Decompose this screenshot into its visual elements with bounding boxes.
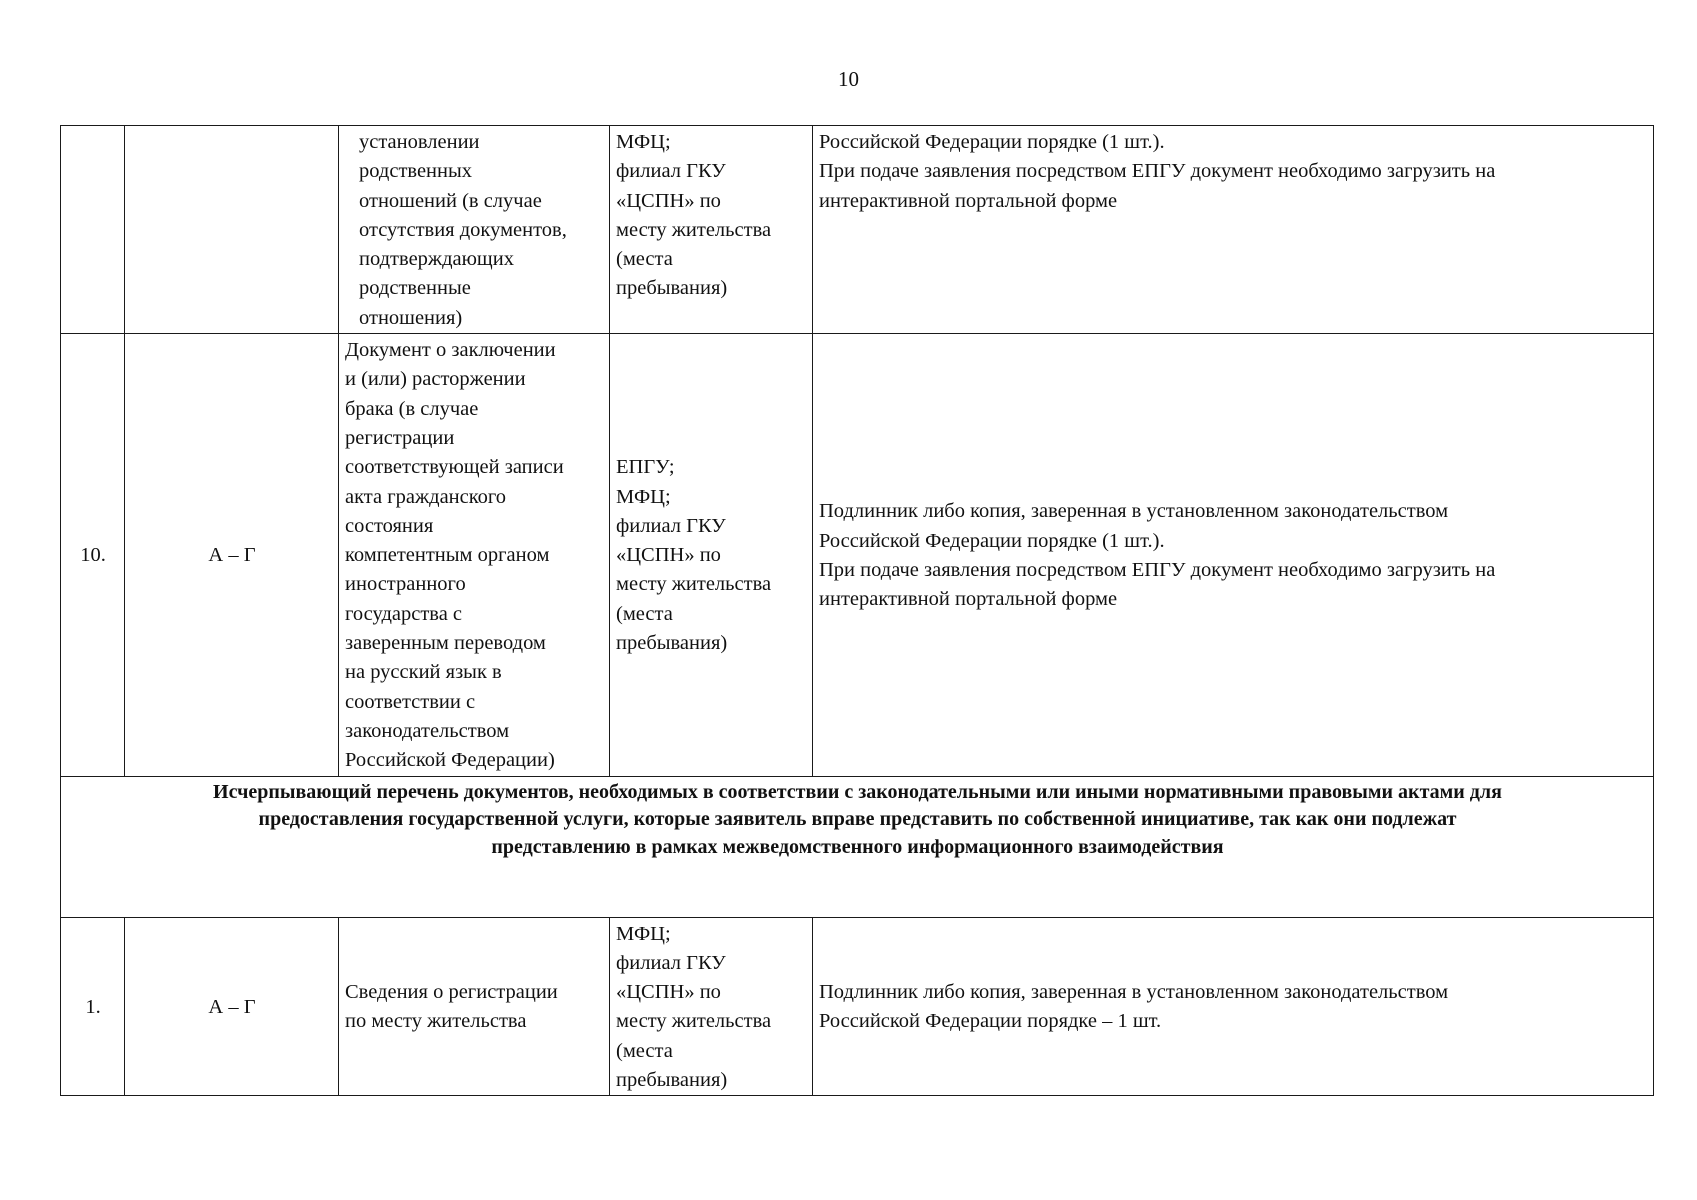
text-line: МФЦ; xyxy=(616,922,671,945)
text-line: Российской Федерации порядке (1 шт.). xyxy=(819,131,1165,153)
row-number-cell xyxy=(61,126,125,334)
table-row xyxy=(61,917,1654,1096)
text-line: При подаче заявления посредством ЕПГУ документ необходимо загрузить на xyxy=(819,558,1496,581)
text-line: Российской Федерации порядке – 1 шт. xyxy=(819,1010,1162,1033)
text-line: (места xyxy=(616,248,673,271)
text-line: по месту жительства xyxy=(345,1010,527,1033)
text-line: (места xyxy=(616,1039,673,1062)
table-row xyxy=(61,334,1654,776)
text-line: Сведения о регистрации xyxy=(345,981,558,1004)
text-line: регистрации xyxy=(345,426,455,449)
text-line: отношения) xyxy=(359,306,463,329)
applicant-category-cell xyxy=(125,126,339,334)
text-line: месту жительства xyxy=(616,1010,772,1033)
text-line: соответствующей записи xyxy=(345,456,564,479)
text-line: «ЦСПН» по xyxy=(616,981,721,1004)
text-line: соответствии с xyxy=(345,690,476,713)
text-line: компетентным органом xyxy=(345,544,550,567)
text-line: брака (в случае xyxy=(345,397,479,420)
text-line: ЕПГУ; xyxy=(616,456,675,479)
text-line: (места xyxy=(616,602,673,625)
text-line: интерактивной портальной форме xyxy=(819,588,1118,611)
text-line: пребывания) xyxy=(616,632,728,655)
row-number-cell: 10. xyxy=(61,334,125,776)
section-header-line: представлению в рамках межведомственного информационного взаимодействия xyxy=(491,835,1224,858)
section-header-row xyxy=(61,776,1654,917)
text-line: Документ о заключении xyxy=(345,339,556,362)
text-line: «ЦСПН» по xyxy=(616,544,721,567)
submission-place-cell xyxy=(610,334,813,776)
table-row xyxy=(61,126,1654,334)
text-line: на русский язык в xyxy=(345,661,502,684)
text-line: иностранного xyxy=(345,573,466,596)
text-line: МФЦ; xyxy=(616,131,671,153)
text-line: филиал ГКУ xyxy=(616,951,726,974)
text-line: месту жительства xyxy=(616,218,772,241)
requirements-cell xyxy=(813,126,1654,334)
document-name-cell xyxy=(339,334,610,776)
text-line: состояния xyxy=(345,514,434,537)
page-number: 10 xyxy=(838,67,859,91)
text-line: установлении xyxy=(359,131,480,153)
text-line: подтверждающих xyxy=(359,248,514,271)
section-header-line: предоставления государственной услуги, которые заявитель вправе представить по собственной инициативе, так как они подлежат xyxy=(258,808,1457,831)
text-line: отношений (в случае xyxy=(359,189,542,212)
applicant-category-cell: А – Г xyxy=(125,334,339,776)
text-line: интерактивной портальной форме xyxy=(819,189,1118,212)
text-line: акта гражданского xyxy=(345,485,507,508)
submission-place-cell xyxy=(610,126,813,334)
text-line: При подаче заявления посредством ЕПГУ документ необходимо загрузить на xyxy=(819,160,1496,183)
text-line: государства с xyxy=(345,602,463,625)
submission-place-cell xyxy=(610,917,813,1096)
text-line: МФЦ; xyxy=(616,485,671,508)
text-line: «ЦСПН» по xyxy=(616,189,721,212)
applicant-category-cell: А – Г xyxy=(125,917,339,1096)
text-line: месту жительства xyxy=(616,573,772,596)
text-line: заверенным переводом xyxy=(345,632,546,655)
requirements-cell xyxy=(813,917,1654,1096)
text-line: родственные xyxy=(359,277,471,300)
text-line: и (или) расторжении xyxy=(345,368,526,391)
text-line: Российской Федерации порядке (1 шт.). xyxy=(819,529,1165,552)
document-name-cell xyxy=(339,917,610,1096)
text-line: законодательством xyxy=(345,719,510,742)
text-line: филиал ГКУ xyxy=(616,514,726,537)
section-header xyxy=(61,776,1654,917)
text-line: родственных xyxy=(359,160,473,183)
row-number-cell: 1. xyxy=(61,917,125,1096)
requirements-cell xyxy=(813,334,1654,776)
documents-table xyxy=(60,125,1654,1096)
section-header-line: Исчерпывающий перечень документов, необходимых в соответствии с законодательными или иными нормативными правовыми актами для xyxy=(213,780,1502,803)
text-line: Подлинник либо копия, заверенная в установленном законодательством xyxy=(819,500,1449,523)
text-line: пребывания) xyxy=(616,277,728,300)
document-name-cell xyxy=(339,126,610,334)
text-line: филиал ГКУ xyxy=(616,160,726,183)
text-line: отсутствия документов, xyxy=(359,218,567,241)
text-line: пребывания) xyxy=(616,1069,728,1092)
text-line: Российской Федерации) xyxy=(345,749,555,772)
text-line: Подлинник либо копия, заверенная в установленном законодательством xyxy=(819,981,1449,1004)
